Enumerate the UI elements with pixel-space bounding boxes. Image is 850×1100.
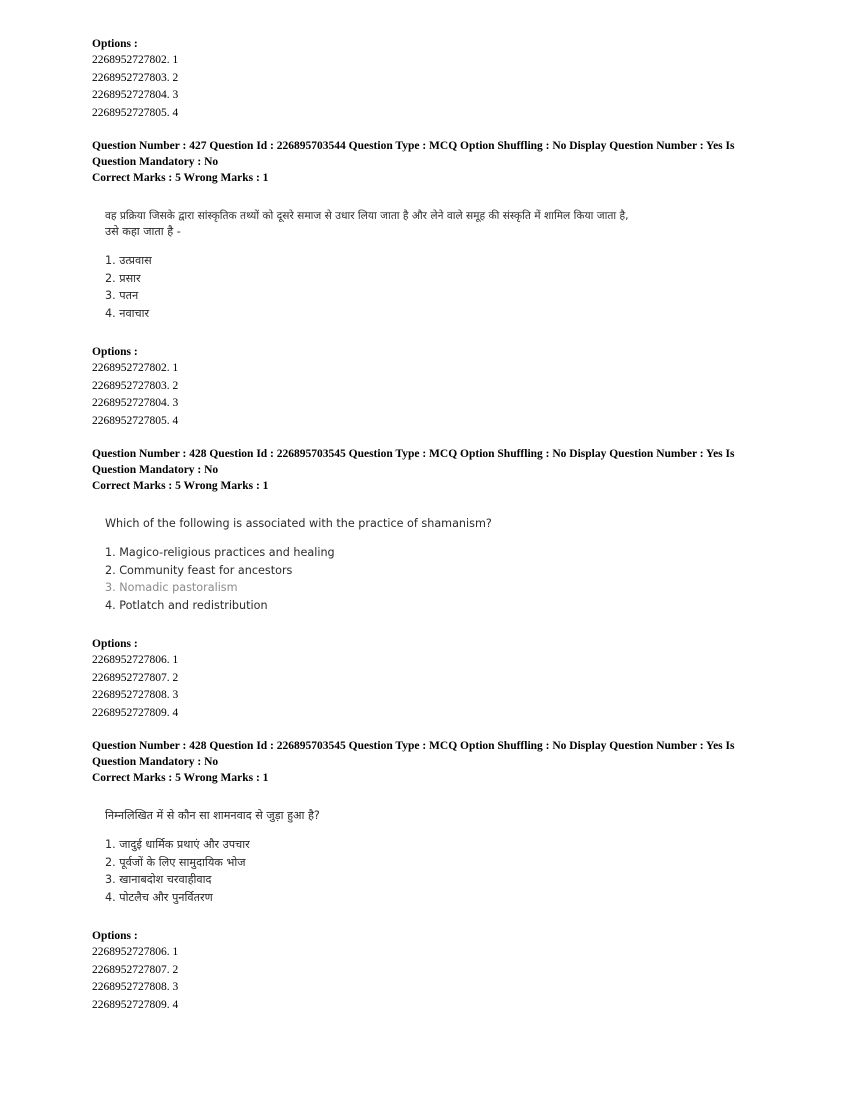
answer-choice: 3. पतन bbox=[105, 289, 139, 302]
answer-choices bbox=[105, 836, 772, 906]
question-meta bbox=[92, 138, 772, 186]
option-line: 2268952727808. 3 bbox=[92, 981, 179, 993]
question-marks: Correct Marks : 5 Wrong Marks : 1 bbox=[92, 772, 269, 784]
question-body bbox=[105, 808, 772, 906]
answer-choice: 3. खानाबदोश चरवाहीवाद bbox=[105, 873, 212, 886]
options-block bbox=[92, 928, 772, 1014]
options-block bbox=[92, 636, 772, 722]
answer-choice: 4. नवाचार bbox=[105, 306, 150, 320]
question-427 bbox=[92, 138, 772, 430]
option-line: 2268952727806. 1 bbox=[92, 654, 179, 666]
answer-choice: 2. Community feast for ancestors bbox=[105, 563, 293, 577]
option-line: 2268952727802. 1 bbox=[92, 362, 179, 374]
question-meta-line: Question Number : 427 Question Id : 226895703544 Question Type : MCQ Option Shuffling : No Display Question Number : Yes Is bbox=[92, 140, 735, 152]
question-stem-line: वह प्रक्रिया जिसके द्वारा सांस्कृतिक तथ्यों को दूसरे समाज से उधार लिया जाता है और लेने वाले समूह की संस्कृति में शामिल किया जाता है, bbox=[105, 210, 629, 222]
answer-choices bbox=[105, 252, 772, 322]
option-line: 2268952727807. 2 bbox=[92, 671, 179, 684]
options-label: Options : bbox=[92, 346, 138, 358]
options-block bbox=[92, 344, 772, 430]
question-mandatory: Question Mandatory : No bbox=[92, 464, 219, 476]
answer-choice: 4. Potlatch and redistribution bbox=[105, 598, 268, 612]
option-line: 2268952727807. 2 bbox=[92, 963, 179, 976]
answer-choice: 4. पोटलैच और पुनर्वितरण bbox=[105, 890, 213, 904]
options-block-prev bbox=[92, 36, 772, 122]
question-stem-line: निम्नलिखित में से कौन सा शामनवाद से जुड़ा हुआ है? bbox=[105, 809, 320, 822]
question-stem-line: Which of the following is associated with the practice of shamanism? bbox=[105, 517, 492, 530]
option-line: 2268952727805. 4 bbox=[92, 106, 179, 119]
question-meta-line: Question Number : 428 Question Id : 226895703545 Question Type : MCQ Option Shuffling : No Display Question Number : Yes Is bbox=[92, 448, 735, 460]
answer-choice: 1. उत्प्रवास bbox=[105, 254, 152, 267]
answer-choices bbox=[105, 544, 772, 614]
option-line: 2268952727804. 3 bbox=[92, 397, 179, 409]
question-stem bbox=[105, 808, 772, 824]
question-stem bbox=[105, 516, 772, 532]
option-line: 2268952727803. 2 bbox=[92, 71, 179, 84]
options-label: Options : bbox=[92, 638, 138, 650]
question-meta bbox=[92, 446, 772, 494]
option-line: 2268952727809. 4 bbox=[92, 998, 179, 1011]
option-line: 2268952727805. 4 bbox=[92, 414, 179, 427]
answer-choice: 1. जादुई धार्मिक प्रथाएं और उपचार bbox=[105, 838, 250, 851]
question-mandatory: Question Mandatory : No bbox=[92, 756, 219, 768]
question-meta bbox=[92, 738, 772, 786]
question-marks: Correct Marks : 5 Wrong Marks : 1 bbox=[92, 480, 269, 492]
document-page bbox=[92, 36, 772, 1014]
question-stem-line: उसे कहा जाता है - bbox=[105, 225, 181, 238]
question-mandatory: Question Mandatory : No bbox=[92, 156, 219, 168]
question-body bbox=[105, 208, 772, 322]
option-line: 2268952727804. 3 bbox=[92, 89, 179, 101]
option-line: 2268952727808. 3 bbox=[92, 689, 179, 701]
answer-choice: 3. Nomadic pastoralism bbox=[105, 581, 238, 594]
question-428-hindi bbox=[92, 738, 772, 1014]
answer-choice: 1. Magico-religious practices and healing bbox=[105, 546, 335, 559]
options-label: Options : bbox=[92, 930, 138, 942]
option-line: 2268952727806. 1 bbox=[92, 946, 179, 958]
options-label: Options : bbox=[92, 38, 138, 50]
option-line: 2268952727809. 4 bbox=[92, 706, 179, 719]
option-line: 2268952727802. 1 bbox=[92, 54, 179, 66]
question-428-english bbox=[92, 446, 772, 722]
question-body bbox=[105, 516, 772, 614]
question-meta-line: Question Number : 428 Question Id : 226895703545 Question Type : MCQ Option Shuffling : No Display Question Number : Yes Is bbox=[92, 740, 735, 752]
question-marks: Correct Marks : 5 Wrong Marks : 1 bbox=[92, 172, 269, 184]
question-stem bbox=[105, 208, 772, 240]
answer-choice: 2. पूर्वजों के लिए सामुदायिक भोज bbox=[105, 855, 246, 869]
option-line: 2268952727803. 2 bbox=[92, 379, 179, 392]
answer-choice: 2. प्रसार bbox=[105, 271, 141, 285]
